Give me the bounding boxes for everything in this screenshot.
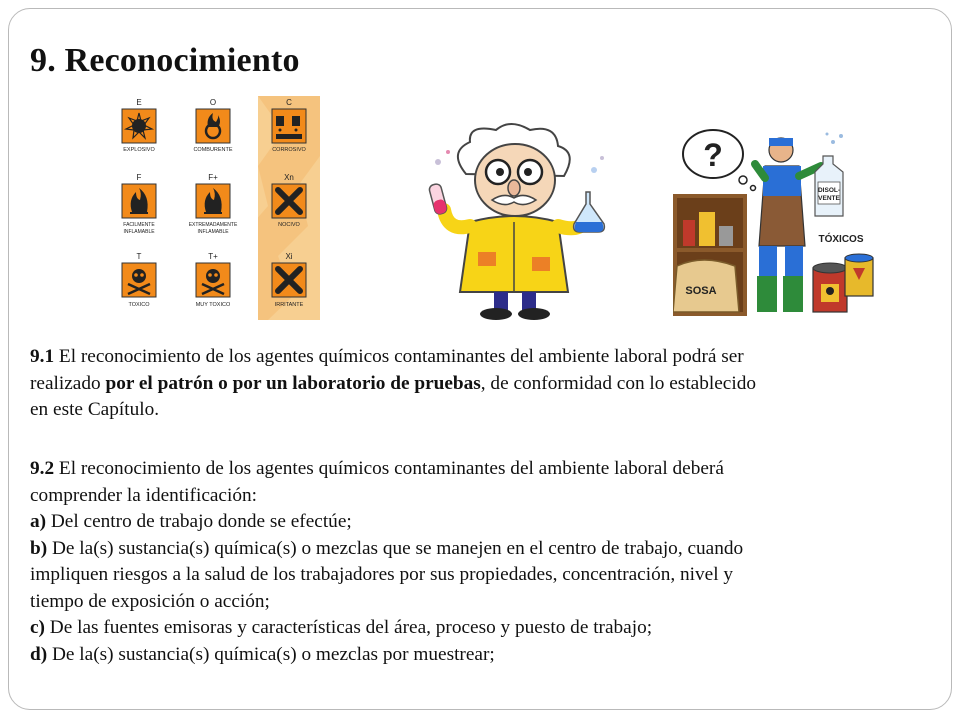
list-item-c-text: De las fuentes emisoras y características del área, proceso y puesto de trabajo; <box>44 617 653 638</box>
paragraph-9-1-line1 <box>30 344 935 371</box>
list-item-a-text: Del centro de trabajo donde se efectúe; <box>46 511 352 532</box>
list-item-d <box>30 642 935 669</box>
section-number-9-2: 9.2 <box>30 458 55 479</box>
list-item-b-label: b) <box>30 537 48 559</box>
toxic-label: TÓXICOS <box>818 234 864 245</box>
section-number-9-1: 9.1 <box>30 346 55 367</box>
symbol-letter-o: O <box>209 98 217 107</box>
symbol-label-f-line2: INFLAMABLE <box>123 229 155 235</box>
symbol-letter-t-plus: T+ <box>208 252 218 261</box>
symbol-letter-c: C <box>286 98 292 107</box>
list-item-b <box>30 536 935 563</box>
list-item-d-text: De la(s) sustancia(s) química(s) o mezclas por muestrear; <box>47 643 495 665</box>
scientist-cartoon-image <box>418 122 614 320</box>
worker-chemicals-image <box>673 126 875 316</box>
paragraph-9-1-line2 <box>30 371 935 398</box>
list-item-c <box>30 615 935 642</box>
paragraph-9-1-bold: por el patrón o por un laboratorio de pruebas <box>105 372 481 394</box>
list-item-d-label: d) <box>30 643 48 665</box>
paragraph-9-1-pre: realizado <box>30 372 106 394</box>
symbol-label-f-line1: FACILMENTE <box>123 222 155 228</box>
symbol-letter-xn: Xn <box>284 173 294 182</box>
list-item-a <box>30 509 935 536</box>
paragraph-9-1-text: El reconocimiento de los agentes químicos contaminantes del ambiente laboral podrá ser <box>54 346 744 367</box>
symbol-letter-xi: Xi <box>285 252 293 261</box>
symbol-label-explosivo: EXPLOSIVO <box>123 147 155 153</box>
question-mark: ? <box>703 137 723 173</box>
symbol-letter-f-plus: F+ <box>208 173 218 182</box>
symbol-label-toxico: TOXICO <box>128 302 150 308</box>
paragraph-9-1-line3: en este Capítulo. <box>30 399 160 420</box>
paragraph-9-2-line1 <box>30 456 935 483</box>
paragraph-9-1-post: , de conformidad con lo establecido <box>480 372 756 394</box>
symbol-label-fplus-line1: EXTREMADAMENTE <box>188 222 238 228</box>
slide-title: 9. Reconocimiento <box>30 42 300 79</box>
paragraph-9-1 <box>30 344 935 424</box>
symbol-label-muy-toxico: MUY TOXICO <box>195 302 231 308</box>
symbol-letter-t: T <box>136 252 142 261</box>
symbol-letter-f: F <box>136 173 142 182</box>
bottle-label-line1: DISOL- <box>817 187 841 194</box>
symbol-letter-e: E <box>136 98 142 107</box>
list-item-b-text: De la(s) sustancia(s) química(s) o mezclas que se manejen en el centro de trabajo, cuando <box>47 537 744 559</box>
symbol-label-corrosivo: CORROSIVO <box>272 147 306 153</box>
symbol-label-nocivo: NOCIVO <box>278 222 300 228</box>
symbol-label-irritante: IRRITANTE <box>274 302 304 308</box>
symbol-label-comburente: COMBURENTE <box>193 147 233 153</box>
list-item-c-label: c) <box>30 617 45 638</box>
list-item-b-line2: impliquen riesgos a la salud de los trabajadores por sus propiedades, concentración, nivel y <box>30 564 734 585</box>
list-item-a-label: a) <box>30 511 47 532</box>
sack-label: SOSA <box>685 285 717 297</box>
symbol-label-fplus-line2: INFLAMABLE <box>197 229 229 235</box>
paragraph-9-2-line2: comprender la identificación: <box>30 484 257 506</box>
paragraph-9-2 <box>30 456 935 668</box>
hazard-symbols-image <box>108 96 320 320</box>
bottle-label-line2: VENTE <box>818 195 840 202</box>
list-item-b-line3: tiempo de exposición o acción; <box>30 590 270 612</box>
paragraph-9-2-text: El reconocimiento de los agentes químicos contaminantes del ambiente laboral deberá <box>54 458 724 479</box>
